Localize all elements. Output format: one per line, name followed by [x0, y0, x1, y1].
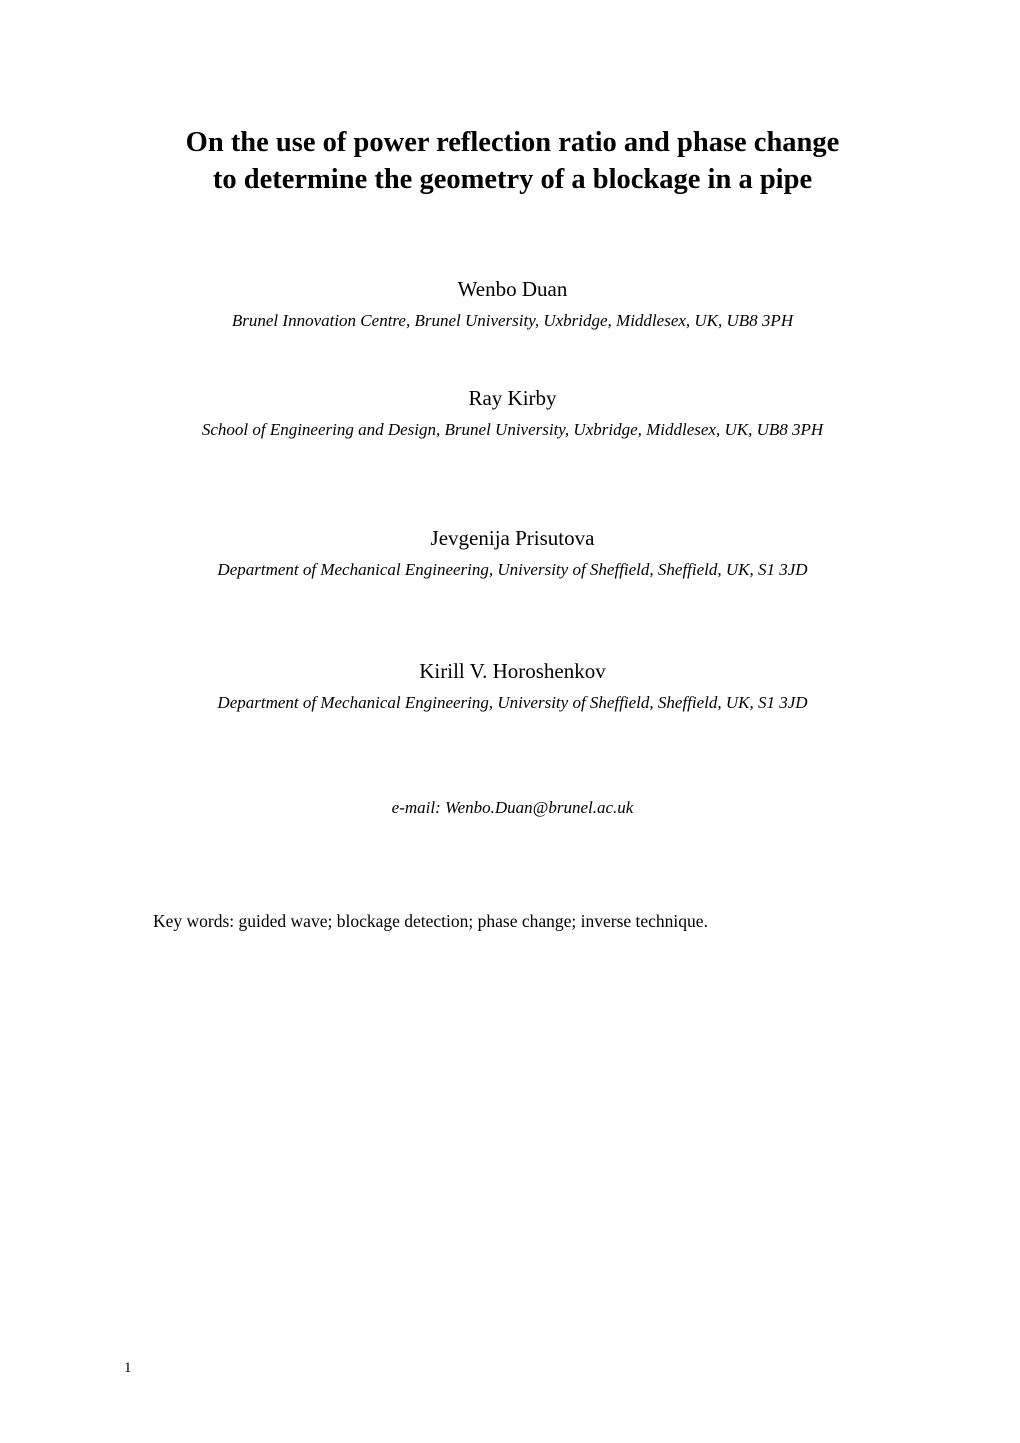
title-line-2: to determine the geometry of a blockage in a pipe [212, 164, 813, 195]
author-block-horoshenkov [130, 659, 895, 714]
author-affiliation: School of Engineering and Design, Brunel University, Uxbridge, Middlesex, UK, UB8 3PH [201, 420, 824, 439]
contact-email: e-mail: Wenbo.Duan@brunel.ac.uk [391, 798, 634, 817]
author-name: Ray Kirby [468, 386, 557, 410]
author-name: Jevgenija Prisutova [430, 526, 595, 550]
paper-title [130, 124, 895, 198]
title-line-1: On the use of power reflection ratio and phase change [185, 127, 840, 158]
author-name: Wenbo Duan [457, 277, 568, 301]
page-number: 1 [124, 1360, 132, 1376]
author-affiliation: Department of Mechanical Engineering, University of Sheffield, Sheffield, UK, S1 3JD [217, 560, 808, 579]
author-affiliation: Brunel Innovation Centre, Brunel University, Uxbridge, Middlesex, UK, UB8 3PH [231, 311, 794, 330]
keywords: Key words: guided wave; blockage detection; phase change; inverse technique. [153, 911, 708, 931]
author-block-kirby [130, 386, 895, 441]
author-block-duan [130, 277, 895, 332]
author-affiliation: Department of Mechanical Engineering, University of Sheffield, Sheffield, UK, S1 3JD [217, 693, 808, 712]
author-name: Kirill V. Horoshenkov [419, 659, 606, 683]
author-block-prisutova [130, 526, 895, 581]
